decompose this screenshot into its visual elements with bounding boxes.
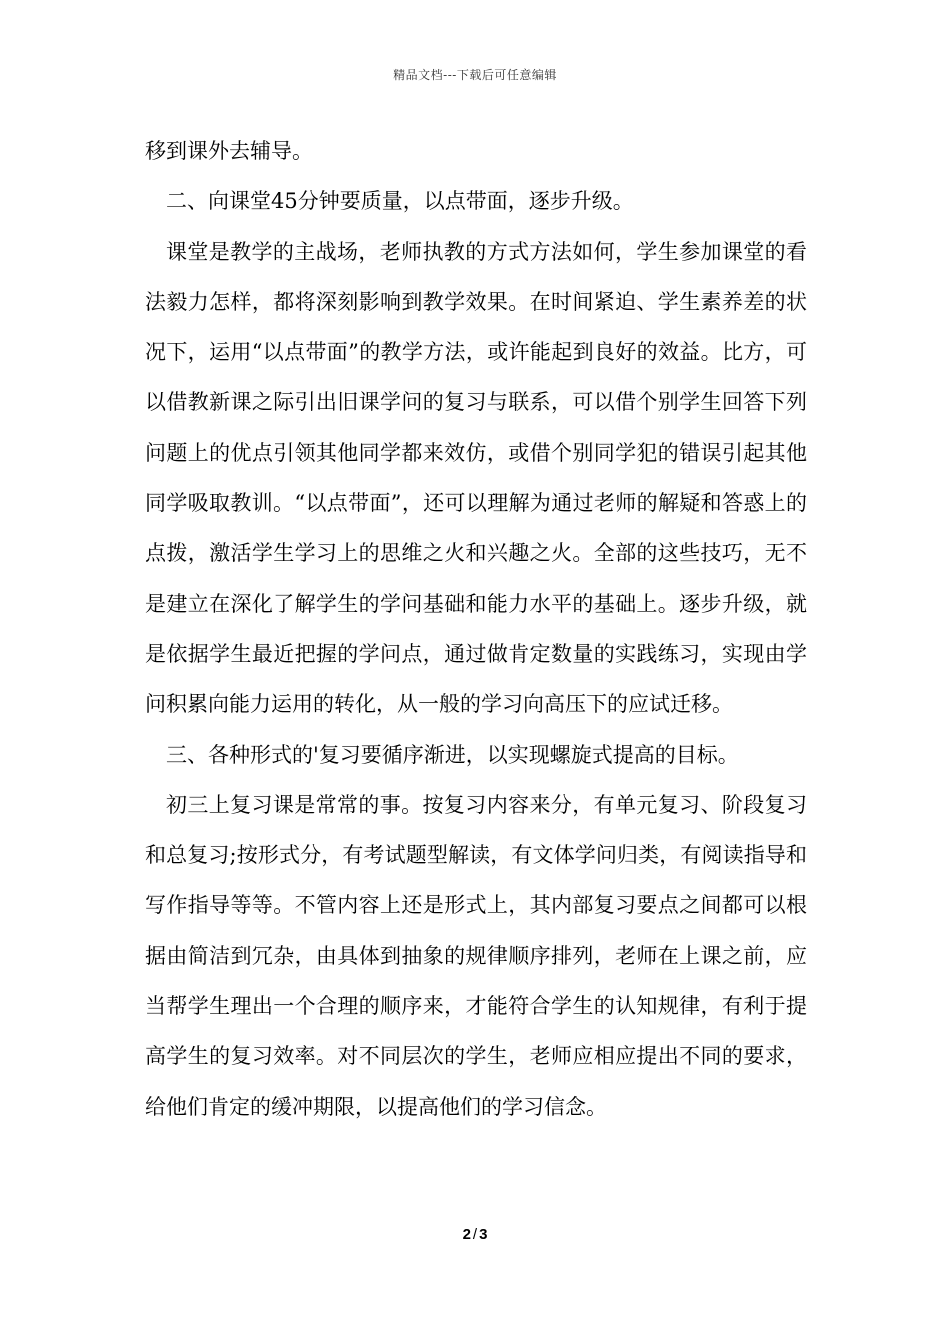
- section-heading-3: 三、各种形式的'复习要循序渐进，以实现螺旋式提高的目标。: [166, 742, 739, 767]
- paragraph-continuation: 移到课外去辅导。: [145, 139, 313, 163]
- total-pages-number: 3: [479, 1226, 488, 1243]
- paragraph-review: 初三上复习课是常常的事。按复习内容来分，有单元复习、阶段复习和总复习;按形式分，有考试题型解读，有文体学问归类，有阅读指导和写作指导等等。不管内容上还是形式上，其内部复习要点之间都可以根据由简洁到冗杂，由具体到抽象的规律顺序排列，老师在上课之前，应当帮学生理出一个合理的顺序来，才能符合学生的认知规律，有利于提高学生的复习效率。对不同层次的学生，老师应相应提出不同的要求，给他们肯定的缓冲期限，以提高他们的学习信念。: [145, 792, 807, 1119]
- page-number: [0, 1226, 950, 1243]
- page-separator: /: [472, 1226, 478, 1243]
- current-page-number: 2: [462, 1226, 471, 1243]
- paragraph-classroom: 课堂是教学的主战场，老师执教的方式方法如何，学生参加课堂的看法毅力怎样，都将深刻影响到教学效果。在时间紧迫、学生素养差的状况下，运用“以点带面”的教学方法，或许能起到良好的效益。比方，可以借教新课之际引出旧课学问的复习与联系，可以借个别学生回答下列问题上的优点引领其他同学都来效仿，或借个别同学犯的错误引起其他同学吸取教训。“以点带面”，还可以理解为通过老师的解疑和答惑上的点拨，激活学生学习上的思维之火和兴趣之火。全部的这些技巧，无不是建立在深化了解学生的学问基础和能力水平的基础上。逐步升级，就是依据学生最近把握的学问点，通过做肯定数量的实践练习，实现由学问积累向能力运用的转化，从一般的学习向高压下的应试迁移。: [145, 239, 807, 717]
- section-heading-2: 二、向课堂45分钟要质量，以点带面，逐步升级。: [166, 189, 634, 214]
- page-header: 精品文档---下载后可任意编辑: [393, 68, 557, 82]
- document-body: [145, 126, 807, 1132]
